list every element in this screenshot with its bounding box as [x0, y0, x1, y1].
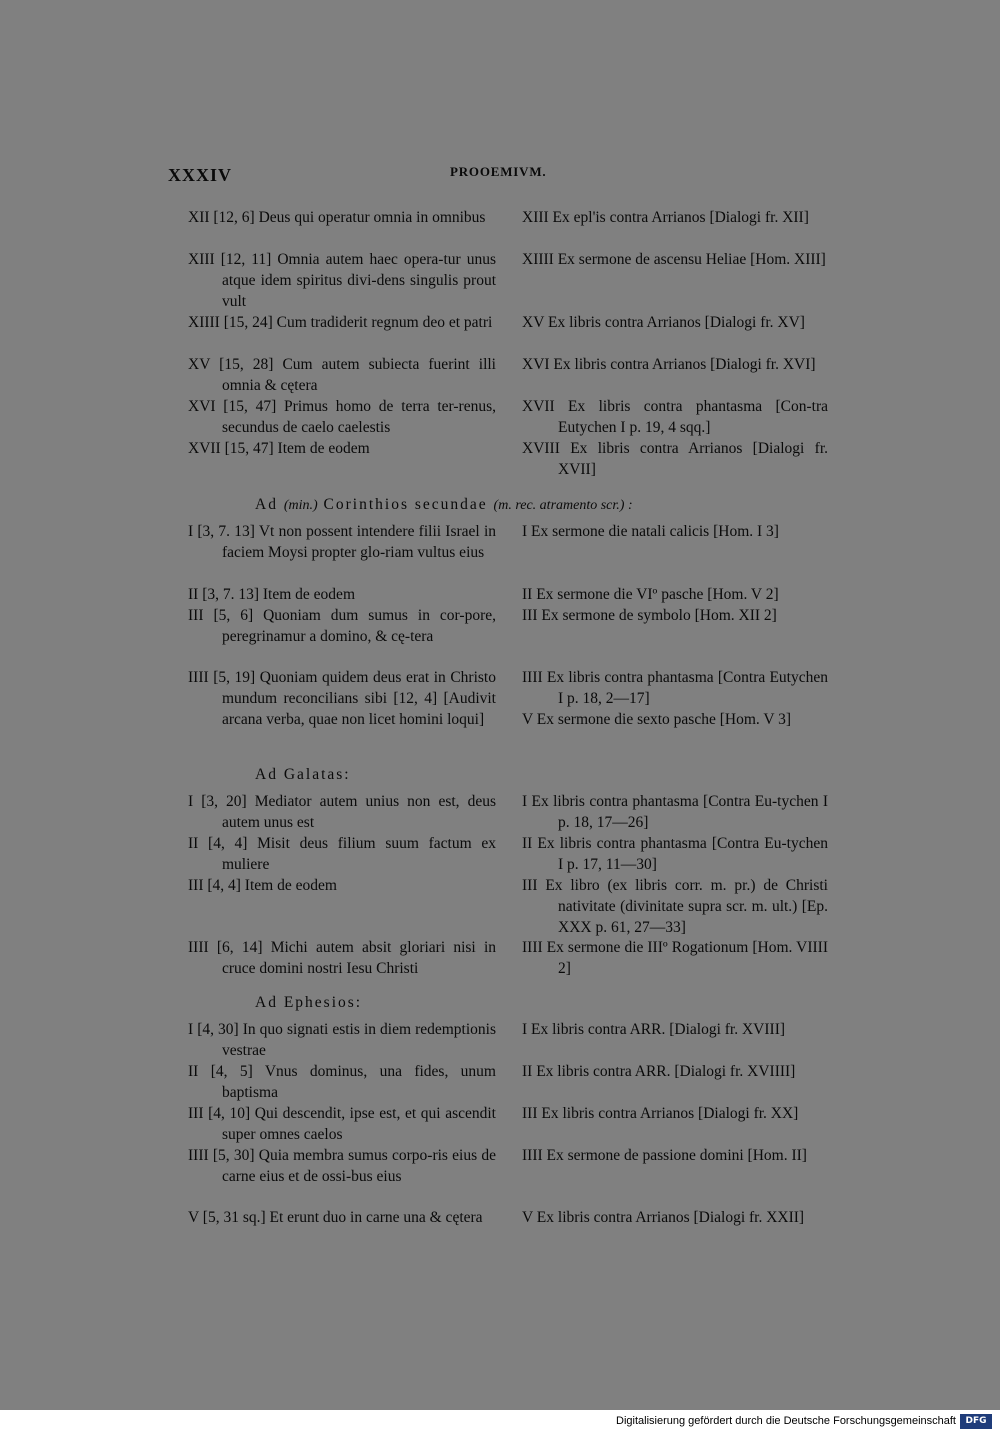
list-item: III Ex libro (ex libris corr. m. pr.) de Christi nativitate (divinitate supra scr. m. ult.) [Ep. XXX p. 61, 27—33]: [522, 877, 828, 936]
list-item: IIII [5, 19] Quoniam quidem deus erat in Christo mundum reconcilians sibi [12, 4] [Audivit arcana verba, quae non licet homini loqui]: [188, 669, 496, 728]
section-heading-galatas: Ad Galatas:: [255, 766, 351, 783]
list-item: XVIII Ex libris contra Arrianos [Dialogi fr. XVII]: [522, 440, 828, 478]
list-item: V Ex sermone die sexto pasche [Hom. V 3]: [522, 711, 792, 728]
list-item: IIII Ex sermone die IIIº Rogationum [Hom. VIIII 2]: [522, 939, 828, 977]
list-item: I [4, 30] In quo signati estis in diem redemptionis vestrae: [188, 1021, 496, 1059]
heading-note: (min.): [283, 498, 318, 513]
heading-note: (m. rec. atramento scr.) :: [493, 498, 633, 513]
footer-bar: [0, 1410, 1000, 1434]
list-item: V [5, 31 sq.] Et erunt duo in carne una & cętera: [188, 1209, 483, 1226]
list-item: II Ex sermone die VIº pasche [Hom. V 2]: [522, 586, 779, 603]
list-item: I Ex sermone die natali calicis [Hom. I 3]: [522, 523, 779, 540]
list-item: XIIII Ex sermone de ascensu Heliae [Hom. XIII]: [522, 251, 826, 268]
list-item: III [5, 6] Quoniam dum sumus in cor-pore, peregrinamur a domino, & cę-tera: [188, 607, 496, 645]
list-item: III Ex sermone de symbolo [Hom. XII 2]: [522, 607, 777, 624]
list-item: XV Ex libris contra Arrianos [Dialogi fr. XV]: [522, 314, 805, 331]
list-item: II [4, 5] Vnus dominus, una fides, unum baptisma: [188, 1063, 496, 1101]
list-item: XVI Ex libris contra Arrianos [Dialogi fr. XVI]: [522, 356, 816, 373]
section-heading-cor2: [255, 496, 633, 514]
list-item: IIII [5, 30] Quia membra sumus corpo-ris eius de carne eius et de ossi-bus eius: [188, 1147, 496, 1185]
list-item: XVI [15, 47] Primus homo de terra ter-renus, secundus de caelo caelestis: [188, 398, 496, 436]
heading-name: Corinthios secundae: [323, 496, 488, 513]
list-item: III [4, 10] Qui descendit, ipse est, et qui ascendit super omnes caelos: [188, 1105, 496, 1143]
list-item: I [3, 7. 13] Vt non possent intendere filii Israel in faciem Moysi propter glo-riam vultus eius: [188, 523, 496, 561]
page-number: XXXIV: [168, 165, 233, 185]
section-heading-ephesios: Ad Ephesios:: [255, 994, 363, 1011]
list-item: III [4, 4] Item de eodem: [188, 877, 337, 894]
page-title: PROOEMIVM.: [450, 164, 547, 179]
list-item: XIIII [15, 24] Cum tradiderit regnum deo et patri: [188, 314, 493, 331]
list-item: I Ex libris contra ARR. [Dialogi fr. XVIII]: [522, 1021, 786, 1038]
list-item: I [3, 20] Mediator autem unius non est, deus autem unus est: [188, 793, 496, 831]
list-item: XVII [15, 47] Item de eodem: [188, 440, 370, 457]
list-item: IIII [6, 14] Michi autem absit gloriari nisi in cruce domini nostri Iesu Christi: [188, 939, 496, 977]
list-item: V Ex libris contra Arrianos [Dialogi fr. XXII]: [522, 1209, 805, 1226]
list-item: IIII Ex libris contra phantasma [Contra Eutychen I p. 18, 2—17]: [522, 669, 828, 707]
footer-credit: Digitalisierung gefördert durch die Deutsche Forschungsgemeinschaft: [616, 1415, 956, 1427]
list-item: III Ex libris contra Arrianos [Dialogi fr. XX]: [522, 1105, 799, 1122]
dfg-logo: DFG: [960, 1414, 992, 1429]
list-item: XIII [12, 11] Omnia autem haec opera-tur unus atque idem spiritus divi-dens singulis prout vult: [188, 251, 496, 310]
list-item: II [3, 7. 13] Item de eodem: [188, 586, 355, 603]
list-item: XII [12, 6] Deus qui operatur omnia in omnibus: [188, 209, 486, 226]
list-item: II [4, 4] Misit deus filium suum factum ex muliere: [188, 835, 496, 873]
list-item: II Ex libris contra ARR. [Dialogi fr. XVIIII]: [522, 1063, 796, 1080]
list-item: XV [15, 28] Cum autem subiecta fuerint illi omnia & cętera: [188, 356, 496, 394]
list-item: IIII Ex sermone de passione domini [Hom. II]: [522, 1147, 807, 1164]
list-item: XVII Ex libris contra phantasma [Con-tra Eutychen I p. 19, 4 sqq.]: [522, 398, 828, 436]
heading-word: Ad: [255, 496, 278, 513]
list-item: I Ex libris contra phantasma [Contra Eu-tychen I p. 18, 17—26]: [522, 793, 828, 831]
list-item: XIII Ex epl'is contra Arrianos [Dialogi fr. XII]: [522, 209, 809, 226]
list-item: II Ex libris contra phantasma [Contra Eu-tychen I p. 17, 11—30]: [522, 835, 828, 873]
